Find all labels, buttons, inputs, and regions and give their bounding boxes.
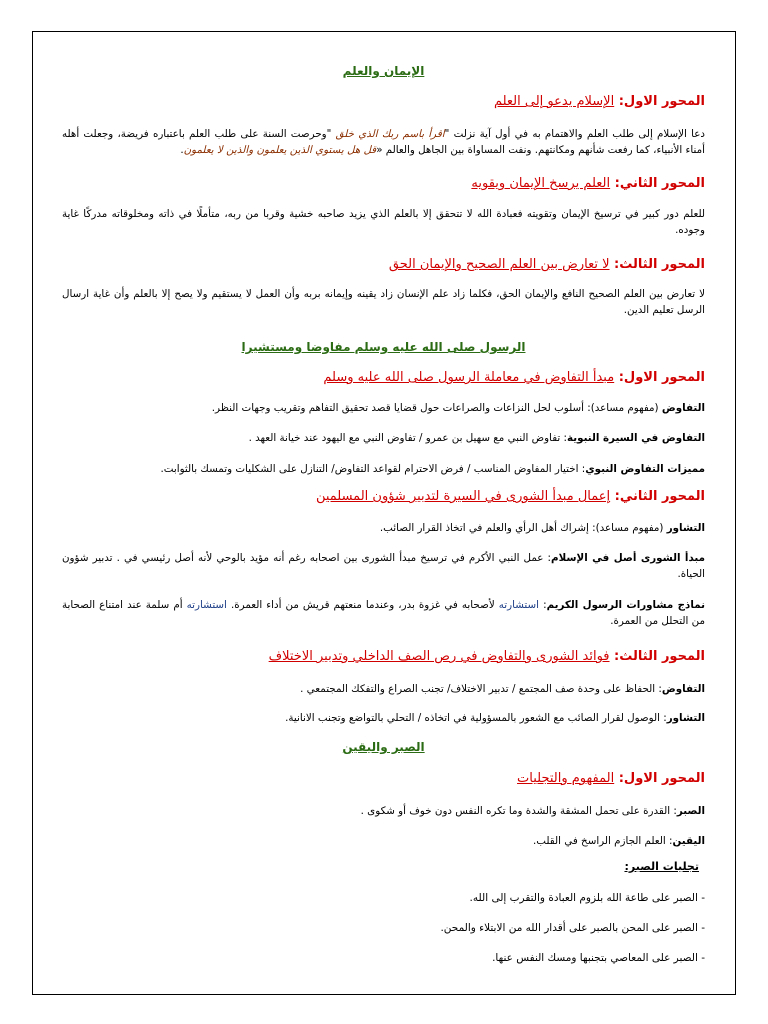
- term: التشاور: [666, 522, 705, 534]
- text: : اختيار المفاوض المناسب / فرض الاحترام لقواعد التفاوض/ التنازل على الشكليات وتمسك بالثوابت.: [160, 463, 586, 475]
- term: التفاوض في السيرة النبوية: [567, 432, 705, 444]
- text: : العلم الجازم الراسخ في القلب.: [533, 835, 673, 847]
- highlight: استشارته: [498, 599, 540, 611]
- text: دعا الإسلام إلى طلب العلم والاهتمام به في أول آية نزلت ": [444, 128, 705, 140]
- term: الصبر: [676, 805, 705, 817]
- sub-heading-patience-manifestations: تجليات الصبر:: [624, 860, 699, 873]
- axis-heading-3: [62, 257, 705, 272]
- axis-heading-1: [62, 94, 705, 109]
- text: (مفهوم مساعد): أسلوب لحل النزاعات والصراعات حول قضايا قصد تحقيق التفاهم وتقريب وجهات النظر.: [211, 402, 662, 414]
- text: .: [180, 144, 184, 156]
- quran-quote: قل هل يستوي الذين يعلمون والذين لا يعلمون: [183, 144, 377, 156]
- paragraph-consultation-benefits: [62, 710, 705, 726]
- paragraph-certainty-def: [62, 833, 705, 849]
- paragraph-negotiation-benefits: [62, 681, 705, 697]
- paragraph-shura-principle: [62, 550, 705, 582]
- axis-subject: لا تعارض بين العلم الصحيح والإيمان الحق: [388, 257, 610, 272]
- paragraph-faith-1: [62, 126, 705, 158]
- text: : القدرة على تحمل المشقة والشدة وما تكره النفس دون خوف أو شكوى .: [360, 805, 677, 817]
- term: التفاوض: [661, 402, 705, 414]
- text: : الحفاظ على وحدة صف المجتمع / تدبير الاختلاف/ تجنب الصراع والتفكك المجتمعي .: [300, 683, 662, 695]
- text: : عمل النبي الأكرم في ترسيخ مبدأ الشورى بين اصحابه رغم أنه مؤيد بالوحي لأنه أصل رئيسي في . تدبير شؤون الحياة.: [62, 552, 705, 580]
- paragraph-negotiation-features: [62, 461, 705, 477]
- text: لأصحابه في غزوة بدر، وعندما منعتهم قريش من أداء العمرة.: [226, 599, 499, 611]
- section-title-prophet: الرسول صلى الله عليه وسلم مفاوضا ومستشيرا: [241, 340, 526, 354]
- axis-label: المحور الاول:: [618, 771, 705, 786]
- paragraph-negotiation-def: [62, 400, 705, 416]
- axis-heading-2: [62, 489, 705, 504]
- text: :: [539, 599, 547, 611]
- text: : تفاوض النبي مع سهيل بن عمرو / تفاوض النبي مع اليهود عند خيانة العهد .: [248, 432, 568, 444]
- axis-heading-1: [62, 771, 705, 786]
- paragraph-negotiation-sira: [62, 430, 705, 446]
- axis-heading-2: [62, 176, 705, 191]
- section-title-patience: الصبر واليقين: [342, 740, 425, 754]
- axis-subject: إعمال مبدأ الشورى في السيرة لتدبير شؤون المسلمين: [315, 489, 611, 504]
- highlight: استشارته: [186, 599, 227, 611]
- list-item: - الصبر على المحن بالصبر على أقدار الله من الابتلاء والمحن.: [440, 922, 705, 934]
- list-item: - الصبر على المعاصي بتجنبها ومسك النفس عنها.: [492, 952, 705, 964]
- text: أم سلمة عند امتناع الصحابة من التحلل من العمرة.: [62, 599, 705, 627]
- term: التفاوض: [661, 683, 705, 695]
- axis-label: المحور الثالث:: [614, 257, 705, 272]
- paragraph-consultation-def: [62, 520, 705, 536]
- text: "وحرصت السنة على طلب العلم باعتباره فريضة، وجعلت أهله أمناء الأنبياء، كما رفعت شأنهم ومكانتهم. ونفت المساواة بين الجاهل والعالم «: [62, 128, 705, 156]
- term: نماذج مشاورات الرسول الكريم: [546, 599, 705, 611]
- axis-heading-1: [62, 370, 705, 385]
- axis-subject: المفهوم والتجليات: [517, 771, 615, 786]
- paragraph-faith-2: للعلم دور كبير في ترسيخ الإيمان وتقويته فعبادة الله لا تتحقق إلا بالعلم الذي يزيد صاحبه خشية وقربا من ربه، متأملًا في ذاته ومخلوقاته مدركًا غاية وجوده.: [62, 208, 705, 236]
- axis-label: المحور الثالث:: [614, 649, 705, 664]
- term: التشاور: [666, 712, 705, 724]
- section-title-faith-science: الإيمان والعلم: [342, 64, 425, 78]
- term: اليقين: [672, 835, 705, 847]
- term: مبدأ الشورى أصل في الإسلام: [551, 552, 705, 564]
- paragraph-patience-def: [62, 803, 705, 819]
- list-item: - الصبر على طاعة الله بلزوم العبادة والتقرب إلى الله.: [469, 892, 705, 904]
- term: مميزات التفاوض النبوي: [585, 463, 705, 475]
- paragraph-faith-3: لا تعارض بين العلم الصحيح النافع والإيمان الحق، فكلما زاد علم الإنسان زاد يقينه وإيمانه بربه وأن العمل لا يستقيم ولا يصح إلا بالعلم وأن غاية ارسال الرسل تعليم الدين.: [62, 288, 705, 316]
- axis-subject: الإسلام يدعو إلى العلم: [493, 94, 615, 109]
- axis-heading-3: [62, 649, 705, 664]
- axis-subject: العلم يرسخ الإيمان ويقويه: [471, 176, 611, 191]
- text: : الوصول لقرار الصائب مع الشعور بالمسؤولية في اتخاذه / التحلي بالتواضع وتجنب الانانية.: [285, 712, 667, 724]
- axis-label: المحور الثاني:: [614, 489, 705, 504]
- paragraph-consultation-examples: [62, 597, 705, 629]
- axis-subject: فوائد الشورى والتفاوض في رص الصف الداخلي وتدبير الاختلاف: [268, 649, 610, 664]
- text: (مفهوم مساعد): إشراك أهل الرأي والعلم في اتخاذ القرار الصائب.: [379, 522, 667, 534]
- axis-label: المحور الاول:: [618, 94, 705, 109]
- axis-subject: مبدأ التفاوض في معاملة الرسول صلى الله عليه وسلم: [323, 370, 615, 385]
- axis-label: المحور الثاني:: [614, 176, 705, 191]
- axis-label: المحور الاول:: [618, 370, 705, 385]
- quran-quote: اقرأ باسم ربك الذي خلق: [335, 128, 445, 140]
